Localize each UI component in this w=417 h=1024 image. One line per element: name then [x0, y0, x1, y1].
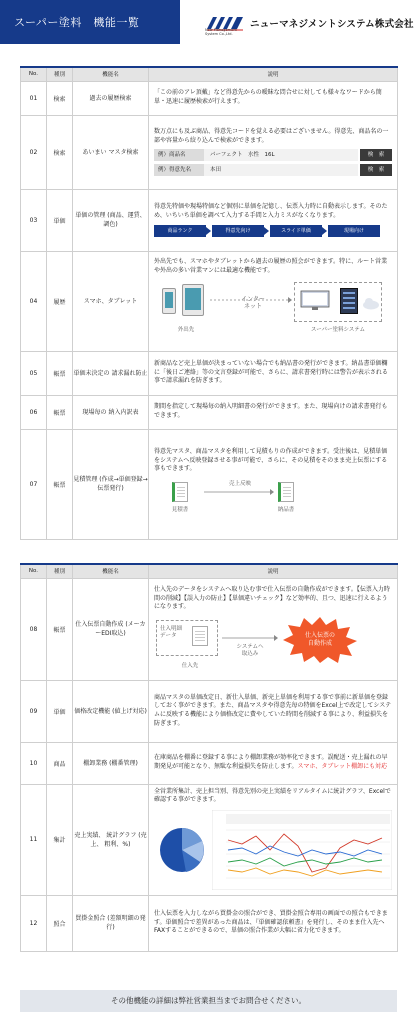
pie-chart-icon	[158, 826, 206, 874]
col-no: No.	[21, 67, 47, 81]
row-desc: 得意先マスタ、商品マスタを利用して見積もりの作成ができます。受注後は、見積単価をシステムへ反映登録させる事が可能で、さらに、その見積をそのまま売上伝票にする事もできます。 見積書 売上反映 納品書	[149, 429, 398, 539]
row-kind: 帳票	[47, 429, 73, 539]
row-desc: 得意先特価や現場特価など個別に単価を記憶し、伝票入力時に自動表示します。そのため、いちいち単価を調べて入力する手間と入力ミスがなくなります。 商品ランク 得意先向け スライド単価 現場向け	[149, 189, 398, 251]
statistics-illustration	[154, 808, 392, 892]
feature-table-1	[20, 66, 398, 540]
row-name: 過去の履歴検索	[73, 81, 149, 115]
table-row	[21, 680, 398, 742]
flow-step: 現場向け	[328, 225, 380, 237]
flow-arrow-icon	[206, 225, 212, 237]
row-kind: 検索	[47, 115, 73, 189]
search-example-2: 例）得意先名 本田 検 索	[154, 164, 392, 176]
row-kind: 帳票	[47, 351, 73, 395]
table-row	[21, 895, 398, 951]
col-kind: 種別	[47, 67, 73, 81]
table-row	[21, 81, 398, 115]
row-no: 06	[21, 395, 47, 429]
row-desc: 仕入伝票を入力しながら買掛金の照合ができ、買掛金照合専用の画面での照合もできます。単価照合で差異があった商品は、『単価確認依頼書』を発行し、そのまま仕入先へFAXすることができるので、単価の照合作業が大幅に省力化できます。	[149, 895, 398, 951]
col-name: 機能名	[73, 67, 149, 81]
flow-step: スライド単価	[270, 225, 322, 237]
arrow-right-icon	[222, 634, 278, 642]
row-no: 11	[21, 784, 47, 895]
smartphone-icon	[162, 288, 176, 314]
col-desc: 説明	[149, 67, 398, 81]
col-no: No.	[21, 564, 47, 578]
row-no: 04	[21, 251, 47, 351]
flow-step: 商品ランク	[154, 225, 206, 237]
row-no: 05	[21, 351, 47, 395]
row-name: 買掛金照合 (差額明細の発行)	[73, 895, 149, 951]
highlight-text: スマホ、タブレット棚卸にも対応	[297, 763, 388, 770]
row-name: 現場毎の 納入内訳表	[73, 395, 149, 429]
estimate-illustration: 見積書 売上反映 納品書	[171, 480, 295, 513]
table-row	[21, 189, 398, 251]
row-kind: 単価	[47, 680, 73, 742]
col-desc: 説明	[149, 564, 398, 578]
row-desc: 期間を指定して現場毎の納入明細書の発行ができます。また、現場向けの請求書発行もできます。	[149, 395, 398, 429]
row-no: 01	[21, 81, 47, 115]
row-name: 単価未決定の 請求漏れ防止	[73, 351, 149, 395]
flow-arrow-icon	[322, 225, 328, 237]
col-name: 機能名	[73, 564, 149, 578]
row-name: 仕入伝票自動作成 (メーカーEDI取込)	[73, 578, 149, 680]
table-row	[21, 251, 398, 351]
company-name: ニューマネジメントシステム株式会社	[250, 19, 414, 30]
header-banner	[0, 0, 180, 44]
col-kind: 種別	[47, 564, 73, 578]
row-kind: 検索	[47, 81, 73, 115]
data-doc-icon	[192, 626, 208, 646]
row-no: 03	[21, 189, 47, 251]
row-kind: 照合	[47, 895, 73, 951]
row-no: 08	[21, 578, 47, 680]
footer-note: その他機能の詳細は弊社営業担当までお問合せください。	[20, 990, 397, 1012]
flow-step: 得意先向け	[212, 225, 264, 237]
tablet-icon	[182, 284, 204, 316]
connection-arrow-icon	[210, 294, 292, 306]
flow-arrow-icon	[264, 225, 270, 237]
row-name: 価格改定機能 (値上げ対応)	[73, 680, 149, 742]
row-desc: 外出先でも、スマホやタブレットから過去の履歴の照会ができます。特に、ルート営業や外出の多い営業マンには最適な機能です。 外出先 インター ネット スーパー塗料システム	[149, 251, 398, 351]
search-button[interactable]: 検 索	[360, 164, 392, 176]
row-desc: 在庫商品を棚番に登録する事により棚卸業務が効率化できます。誤配送・売上漏れの早期発見が可能となり、無駄な利益損失を防止します。スマホ、タブレット棚卸にも対応	[149, 742, 398, 784]
row-no: 12	[21, 895, 47, 951]
edi-illustration: 仕入明細 データ 仕入先 システムへ 取込み 仕入伝票の 自動作成	[154, 616, 392, 672]
table-header-row	[21, 67, 398, 81]
table-row	[21, 578, 398, 680]
row-desc: 「この前のアレ頂戴」など得意先からの曖昧な問合せに対しても様々なワードから簡単・迅速に履歴検索が行えます。	[149, 81, 398, 115]
server-icon	[340, 288, 358, 314]
row-desc: 商品マスタの単価改定日、新仕入単価、新売上単価を利用する事で事前に新単価を登録しておく事ができます。また、商品マスタや得意先毎の特価をExcel上で改定してシステムに反映する機能により価格改定に費やしていた時間を削減する事により、利益損失を防ぎます。	[149, 680, 398, 742]
row-kind: 単価	[47, 189, 73, 251]
row-kind: 集計	[47, 784, 73, 895]
search-button[interactable]: 検 索	[360, 149, 392, 161]
table-row	[21, 395, 398, 429]
cloud-icon	[362, 296, 380, 310]
row-no: 07	[21, 429, 47, 539]
table-row	[21, 429, 398, 539]
price-flow	[154, 225, 392, 237]
logo-subtext: New Management System Co.,Ltd.	[205, 28, 237, 36]
row-name: 単価の管理 (商品、運賃、調色)	[73, 189, 149, 251]
row-no: 02	[21, 115, 47, 189]
search-example-1: 例）商品名 パーフェクト 水性 16L 検 索	[154, 149, 392, 161]
row-desc: 数万点にも及ぶ商品、得意先コードを覚える必要はございません。得意先、商品名の一部や容量から絞り込んで検索ができます。 例）商品名 パーフェクト 水性 16L 検 索 例）得意先名 本田 検 索	[149, 115, 398, 189]
row-no: 10	[21, 742, 47, 784]
row-kind: 履歴	[47, 251, 73, 351]
row-name: 売上実績、 統計グラフ (売上、 粗利、%)	[73, 784, 149, 895]
row-kind: 商品	[47, 742, 73, 784]
mobile-illustration: 外出先 インター ネット スーパー塗料システム	[154, 280, 392, 344]
row-desc: 新商品など売上単価が決まっていない場合でも納品書の発行ができます。納品書単価欄に「後日ご連絡」等の文言登録が可能で、さらに、請求書発行時には警告が表示される事で請求漏れを防ぎます。	[149, 351, 398, 395]
table-row	[21, 351, 398, 395]
delivery-doc-icon	[278, 482, 294, 502]
estimate-doc-icon	[172, 482, 188, 502]
internet-label: インター ネット	[241, 295, 265, 310]
table-row	[21, 115, 398, 189]
monitor-icon	[300, 290, 330, 312]
table-header-row	[21, 564, 398, 578]
row-name: 棚卸業務 (棚番管理)	[73, 742, 149, 784]
arrow-right-icon	[204, 488, 274, 496]
row-name: 見積管理 (作成→単価登録→ 伝票発行)	[73, 429, 149, 539]
row-kind: 帳票	[47, 395, 73, 429]
row-desc: 仕入先のデータをシステムへ取り込む事で仕入伝票の自動作成ができます。【伝票入力時間の削減】【誤入力の防止】【単価違いチェック】など効率的、且つ、迅速に行えるようになります。 仕入明細 データ 仕入先 システムへ 取込み 仕入伝票の 自動作成	[149, 578, 398, 680]
row-name: スマホ、タブレット	[73, 251, 149, 351]
feature-table-2	[20, 563, 398, 952]
row-desc: 全営業所集計、売上担当別、得意先別の売上実績をリアルタイムに統計グラフ、Excelで確認する事ができます。	[149, 784, 398, 895]
line-chart-thumbnail-icon	[212, 810, 392, 890]
page-title: スーパー塗料 機能一覧	[14, 16, 140, 29]
table-row	[21, 784, 398, 895]
row-name: あいまい マスタ検索	[73, 115, 149, 189]
table-row	[21, 742, 398, 784]
page-header	[0, 0, 417, 44]
row-no: 09	[21, 680, 47, 742]
row-kind: 帳票	[47, 578, 73, 680]
